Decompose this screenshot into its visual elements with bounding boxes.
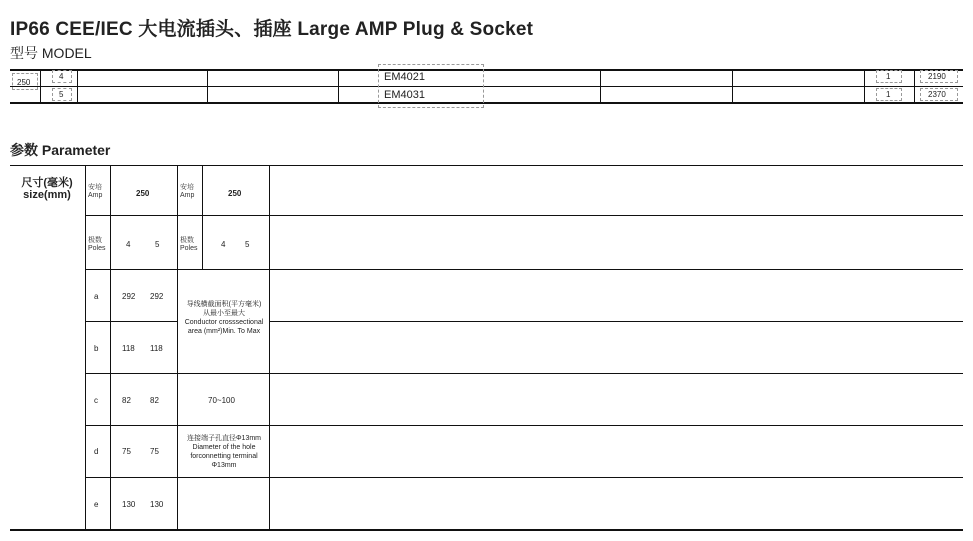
amp-label: 安培 Amp xyxy=(180,184,195,199)
model-col-divider xyxy=(40,70,41,103)
model-row-code: EM4031 xyxy=(384,89,425,101)
model-table-mid-rule xyxy=(10,86,963,87)
model-table-top-rule xyxy=(10,69,963,71)
model-row-poles: 5 xyxy=(59,90,64,99)
dimension-value: 130 xyxy=(122,500,136,509)
model-col-divider xyxy=(732,70,733,103)
poles-value: 4 xyxy=(221,240,226,249)
amp-value: 250 xyxy=(228,189,242,198)
model-row-qty: 1 xyxy=(886,90,891,99)
dimension-value: 130 xyxy=(150,500,164,509)
model-amp-value: 250 xyxy=(17,78,31,87)
param-table-bottom-rule xyxy=(10,529,963,531)
model-col-divider xyxy=(338,70,339,103)
dimension-value: 82 xyxy=(122,396,131,405)
dimension-key: b xyxy=(94,344,99,353)
model-row-qty: 1 xyxy=(886,72,891,81)
model-row-code: EM4021 xyxy=(384,71,425,83)
param-table-top-rule xyxy=(10,165,963,166)
conductor-note: 导线横截面积(平方毫米) 从最小至最大 Conductor crosssectional area (mm²)Min. To Max xyxy=(184,301,264,335)
param-row-rule xyxy=(85,321,178,322)
poles-label: 极数 Poles xyxy=(88,237,106,252)
model-col-divider xyxy=(207,70,208,103)
param-row-rule xyxy=(85,215,963,216)
dimension-key: c xyxy=(94,396,98,405)
param-col-divider xyxy=(110,166,111,530)
model-heading: 型号 MODEL xyxy=(10,45,92,61)
model-col-divider xyxy=(914,70,915,103)
dimension-value: 82 xyxy=(150,396,159,405)
model-col-divider xyxy=(864,70,865,103)
poles-value: 4 xyxy=(126,240,131,249)
param-row-rule xyxy=(269,321,963,322)
param-row-rule xyxy=(85,477,963,478)
conductor-range: 70~100 xyxy=(208,396,235,405)
poles-value: 5 xyxy=(245,240,250,249)
dimension-value: 118 xyxy=(150,344,163,353)
model-row-weight: 2370 xyxy=(928,90,946,99)
dimension-key: a xyxy=(94,292,99,301)
dimension-key: d xyxy=(94,447,99,456)
model-col-divider xyxy=(77,70,78,103)
poles-label: 极数 Poles xyxy=(180,237,198,252)
amp-value: 250 xyxy=(136,189,150,198)
amp-label: 安培 Amp xyxy=(88,184,103,199)
dimension-value: 75 xyxy=(122,447,131,456)
param-row-rule xyxy=(85,425,963,426)
poles-value: 5 xyxy=(155,240,160,249)
dimension-value: 292 xyxy=(150,292,164,301)
model-row-weight: 2190 xyxy=(928,72,946,81)
param-row-rule xyxy=(85,269,963,270)
model-row-poles: 4 xyxy=(59,72,64,81)
param-col-divider xyxy=(177,166,178,530)
dimension-value: 118 xyxy=(122,344,135,353)
model-table-bottom-rule xyxy=(10,102,963,104)
dimension-value: 292 xyxy=(122,292,136,301)
model-col-divider xyxy=(600,70,601,103)
dimension-value: 75 xyxy=(150,447,159,456)
size-label: 尺寸(毫米) size(mm) xyxy=(21,177,73,201)
param-col-divider xyxy=(269,166,270,530)
param-col-divider xyxy=(202,166,203,270)
parameter-heading: 参数 Parameter xyxy=(10,142,111,158)
dimension-key: e xyxy=(94,500,99,509)
param-col-divider xyxy=(85,166,86,530)
hole-note: 连接端子孔直径Φ13mm Diameter of the hole forconnetting terminal Φ13mm xyxy=(186,435,262,469)
page-title: IP66 CEE/IEC 大电流插头、插座 Large AMP Plug & Socket xyxy=(10,19,534,40)
param-row-rule xyxy=(85,373,963,374)
